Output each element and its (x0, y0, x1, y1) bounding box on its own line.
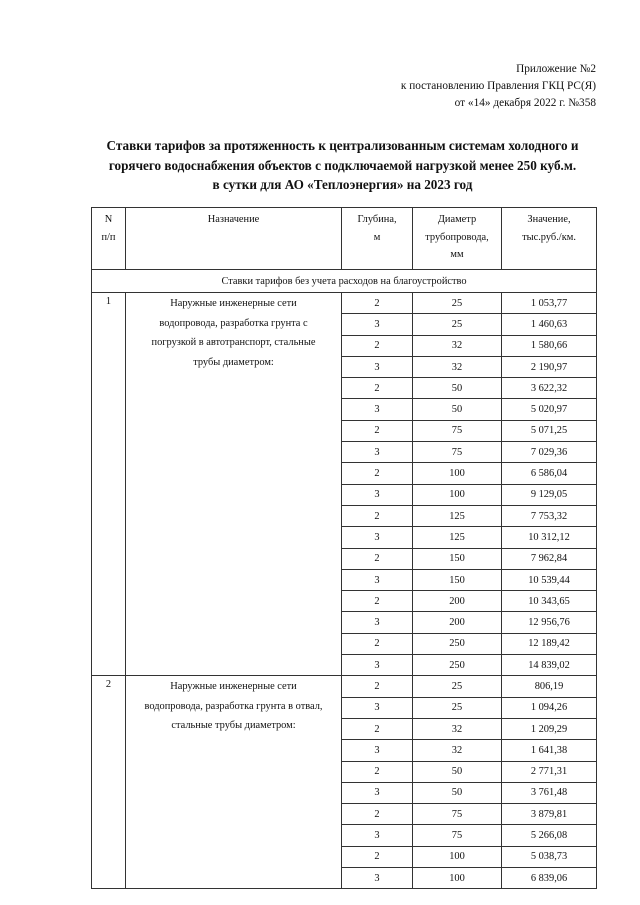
diameter-cell: 250 (413, 633, 502, 654)
diameter-cell: 250 (413, 655, 502, 676)
depth-cell: 3 (342, 442, 413, 463)
diameter-cell: 50 (413, 399, 502, 420)
depth-cell: 3 (342, 314, 413, 335)
value-cell: 6 839,06 (502, 868, 597, 889)
appendix-resolution: к постановлению Правления ГКЦ РС(Я) (400, 79, 596, 92)
value-cell: 1 580,66 (502, 335, 597, 356)
value-cell: 1 460,63 (502, 314, 597, 335)
depth-cell: 2 (342, 378, 413, 399)
value-cell: 1 209,29 (502, 718, 597, 739)
appendix-header (401, 61, 596, 111)
tariff-table (91, 207, 597, 889)
diameter-cell: 32 (413, 718, 502, 739)
value-cell: 5 071,25 (502, 420, 597, 441)
depth-cell: 3 (342, 782, 413, 803)
diameter-cell: 25 (413, 314, 502, 335)
diameter-cell: 100 (413, 868, 502, 889)
diameter-cell: 100 (413, 484, 502, 505)
purpose-description (126, 293, 342, 676)
diameter-cell: 50 (413, 761, 502, 782)
title-line: в сутки для АО «Теплоэнергия» на 2023 год (212, 177, 473, 192)
header-num: N п/п (92, 208, 126, 270)
purpose-line: водопровода, разработка грунта в отвал, (144, 700, 323, 712)
value-cell: 10 312,12 (502, 527, 597, 548)
purpose-line: стальные трубы диаметром: (171, 720, 296, 732)
value-cell: 5 020,97 (502, 399, 597, 420)
purpose-description (126, 676, 342, 889)
section-title: Ставки тарифов без учета расходов на благоустройство (92, 270, 597, 293)
header-purpose: Назначение (126, 208, 342, 270)
diameter-cell: 50 (413, 782, 502, 803)
purpose-line: Наружные инженерные сети (170, 298, 297, 309)
diameter-cell: 75 (413, 804, 502, 825)
value-cell: 10 539,44 (502, 569, 597, 590)
depth-cell: 2 (342, 463, 413, 484)
depth-cell: 3 (342, 399, 413, 420)
value-cell: 5 038,73 (502, 846, 597, 867)
value-cell: 5 266,08 (502, 825, 597, 846)
diameter-cell: 100 (413, 846, 502, 867)
depth-cell: 2 (342, 293, 413, 314)
section-row (92, 270, 597, 293)
value-cell: 1 641,38 (502, 740, 597, 761)
title-line: Ставки тарифов за протяженность к централизованным системам холодного и (106, 138, 579, 153)
header-diameter: Диаметр трубопровода, мм (413, 208, 502, 270)
diameter-cell: 25 (413, 676, 502, 697)
value-cell: 3 761,48 (502, 782, 597, 803)
diameter-cell: 50 (413, 378, 502, 399)
depth-cell: 3 (342, 740, 413, 761)
depth-cell: 3 (342, 484, 413, 505)
depth-cell: 2 (342, 804, 413, 825)
table-header-row (92, 208, 597, 270)
diameter-cell: 100 (413, 463, 502, 484)
depth-cell: 2 (342, 548, 413, 569)
depth-cell: 3 (342, 569, 413, 590)
value-cell: 7 753,32 (502, 505, 597, 526)
diameter-cell: 125 (413, 505, 502, 526)
depth-cell: 2 (342, 718, 413, 739)
depth-cell: 3 (342, 868, 413, 889)
value-cell: 12 956,76 (502, 612, 597, 633)
depth-cell: 2 (342, 420, 413, 441)
depth-cell: 2 (342, 846, 413, 867)
depth-cell: 2 (342, 676, 413, 697)
value-cell: 6 586,04 (502, 463, 597, 484)
depth-cell: 3 (342, 825, 413, 846)
diameter-cell: 75 (413, 825, 502, 846)
value-cell: 2 190,97 (502, 356, 597, 377)
depth-cell: 2 (342, 633, 413, 654)
diameter-cell: 32 (413, 356, 502, 377)
diameter-cell: 150 (413, 548, 502, 569)
depth-cell: 2 (342, 761, 413, 782)
value-cell: 9 129,05 (502, 484, 597, 505)
value-cell: 7 029,36 (502, 442, 597, 463)
row-number: 2 (92, 676, 126, 889)
diameter-cell: 150 (413, 569, 502, 590)
value-cell: 10 343,65 (502, 591, 597, 612)
depth-cell: 3 (342, 356, 413, 377)
depth-cell: 2 (342, 591, 413, 612)
depth-cell: 3 (342, 612, 413, 633)
value-cell: 806,19 (502, 676, 597, 697)
value-cell: 1 094,26 (502, 697, 597, 718)
value-cell: 1 053,77 (502, 293, 597, 314)
value-cell: 3 879,81 (502, 804, 597, 825)
diameter-cell: 200 (413, 591, 502, 612)
value-cell: 12 189,42 (502, 633, 597, 654)
value-cell: 14 839,02 (502, 655, 597, 676)
diameter-cell: 200 (413, 612, 502, 633)
diameter-cell: 32 (413, 740, 502, 761)
diameter-cell: 75 (413, 442, 502, 463)
diameter-cell: 25 (413, 697, 502, 718)
header-depth: Глубина, м (342, 208, 413, 270)
table-row (92, 293, 597, 314)
document-title (80, 136, 605, 195)
depth-cell: 3 (342, 527, 413, 548)
depth-cell: 3 (342, 655, 413, 676)
diameter-cell: 125 (413, 527, 502, 548)
purpose-line: Наружные инженерные сети (170, 681, 297, 693)
title-line: горячего водоснабжения объектов с подключаемой нагрузкой менее 250 куб.м. (108, 157, 577, 173)
depth-cell: 3 (342, 697, 413, 718)
purpose-line: трубы диаметром: (193, 356, 274, 368)
value-cell: 2 771,31 (502, 761, 597, 782)
appendix-number: Приложение №2 (516, 63, 596, 75)
table-row (92, 676, 597, 697)
depth-cell: 2 (342, 335, 413, 356)
header-value: Значение, тыс.руб./км. (502, 208, 597, 270)
diameter-cell: 32 (413, 335, 502, 356)
purpose-line: погрузкой в автотранспорт, стальные (151, 337, 316, 348)
value-cell: 7 962,84 (502, 548, 597, 569)
row-number: 1 (92, 293, 126, 676)
diameter-cell: 75 (413, 420, 502, 441)
depth-cell: 2 (342, 505, 413, 526)
diameter-cell: 25 (413, 293, 502, 314)
value-cell: 3 622,32 (502, 378, 597, 399)
appendix-date: от «14» декабря 2022 г. №358 (454, 96, 596, 109)
purpose-line: водопровода, разработка грунта с (159, 317, 308, 329)
